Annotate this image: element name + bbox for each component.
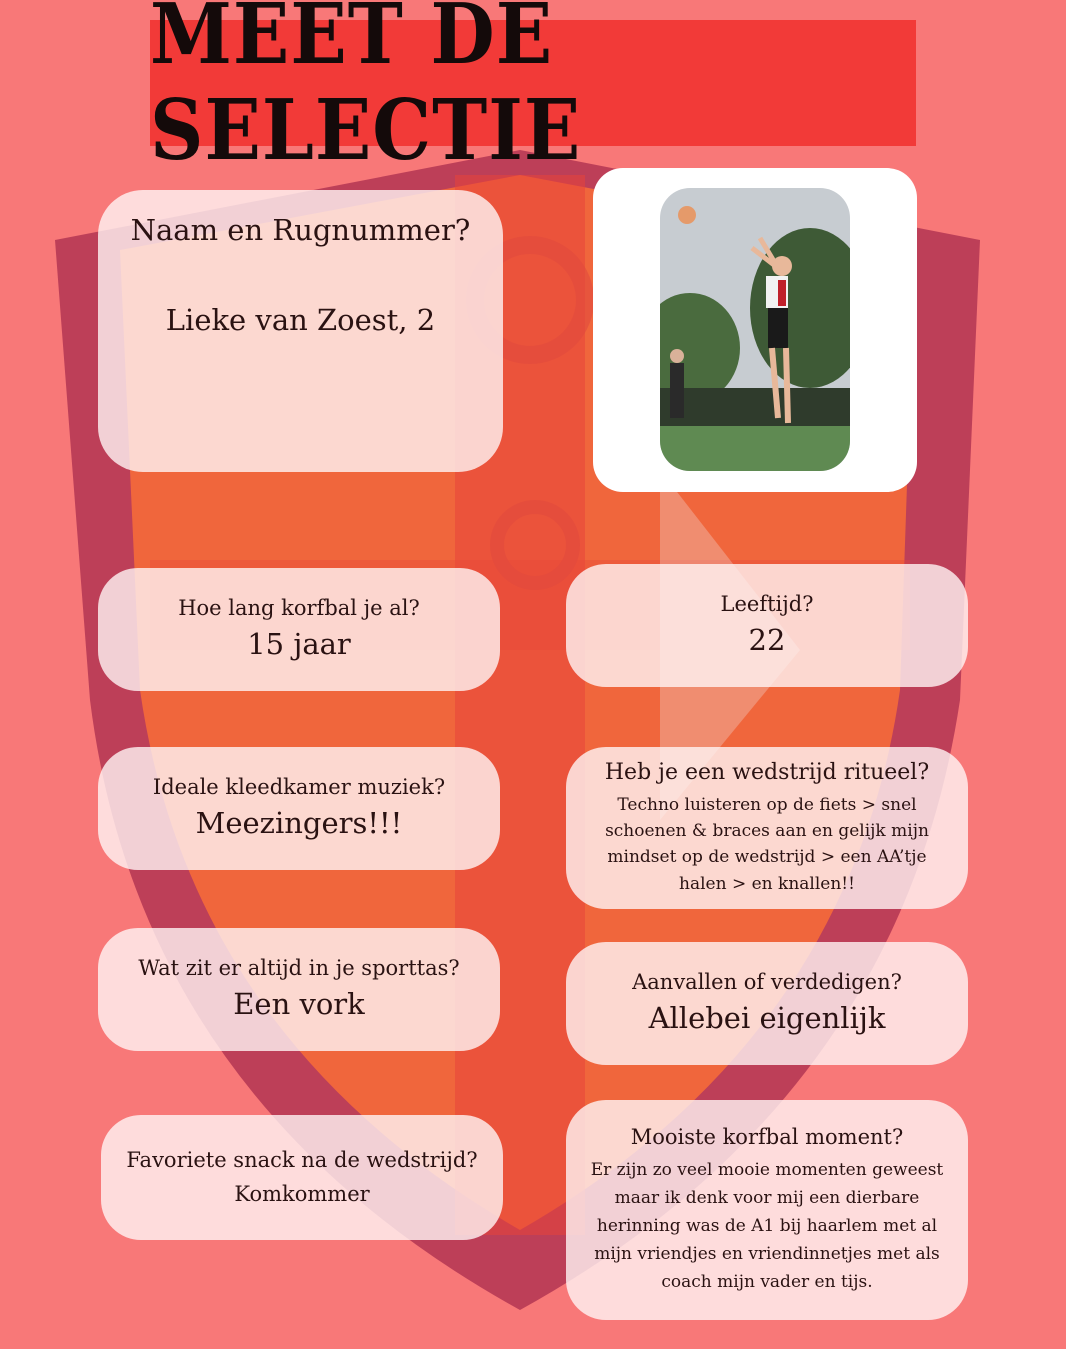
position-answer: Allebei eigenlijk xyxy=(648,1001,886,1036)
ritual-question: Heb je een wedstrijd ritueel? xyxy=(604,760,930,786)
position-question: Aanvallen of verdedigen? xyxy=(632,970,902,994)
korfball-action-image xyxy=(660,188,850,471)
position-card xyxy=(566,942,968,1065)
age-answer: 22 xyxy=(748,623,786,658)
moment-card xyxy=(566,1100,968,1320)
name-question: Naam en Rugnummer? xyxy=(130,213,471,247)
music-answer: Meezingers!!! xyxy=(195,806,403,841)
age-question: Leeftijd? xyxy=(720,592,814,616)
ritual-card xyxy=(566,747,968,909)
page-title: MEET DE SELECTIE xyxy=(150,0,582,180)
moment-question: Mooiste korfbal moment? xyxy=(630,1125,904,1150)
moment-answer: Er zijn zo veel mooie momenten geweest maar ik denk voor mij een dierbare herinning was de A1 bij haarlem met al mijn vriendjes en vriendinnetjes met als coach mijn vader en tijs. xyxy=(590,1159,944,1292)
ritual-answer: Techno luisteren op de fiets > snel schoenen & braces aan en gelijk mijn mindset op de wedstrijd > een AA’tje halen > en knallen!! xyxy=(605,794,929,894)
bag-question: Wat zit er altijd in je sporttas? xyxy=(138,956,460,980)
years-question: Hoe lang korfbal je al? xyxy=(178,596,420,620)
player-photo xyxy=(660,188,850,471)
name-answer: Lieke van Zoest, 2 xyxy=(165,302,436,337)
music-card xyxy=(98,747,500,870)
snack-answer: Komkommer xyxy=(234,1181,370,1206)
snack-question: Favoriete snack na de wedstrijd? xyxy=(126,1148,478,1173)
years-card xyxy=(98,568,500,691)
name-card xyxy=(98,190,503,472)
bag-answer: Een vork xyxy=(233,987,365,1022)
title-banner xyxy=(150,0,916,180)
age-card xyxy=(566,564,968,687)
snack-card xyxy=(101,1115,503,1240)
music-question: Ideale kleedkamer muziek? xyxy=(152,775,446,799)
years-answer: 15 jaar xyxy=(247,627,351,662)
bag-card xyxy=(98,928,500,1051)
photo-frame xyxy=(593,168,917,492)
